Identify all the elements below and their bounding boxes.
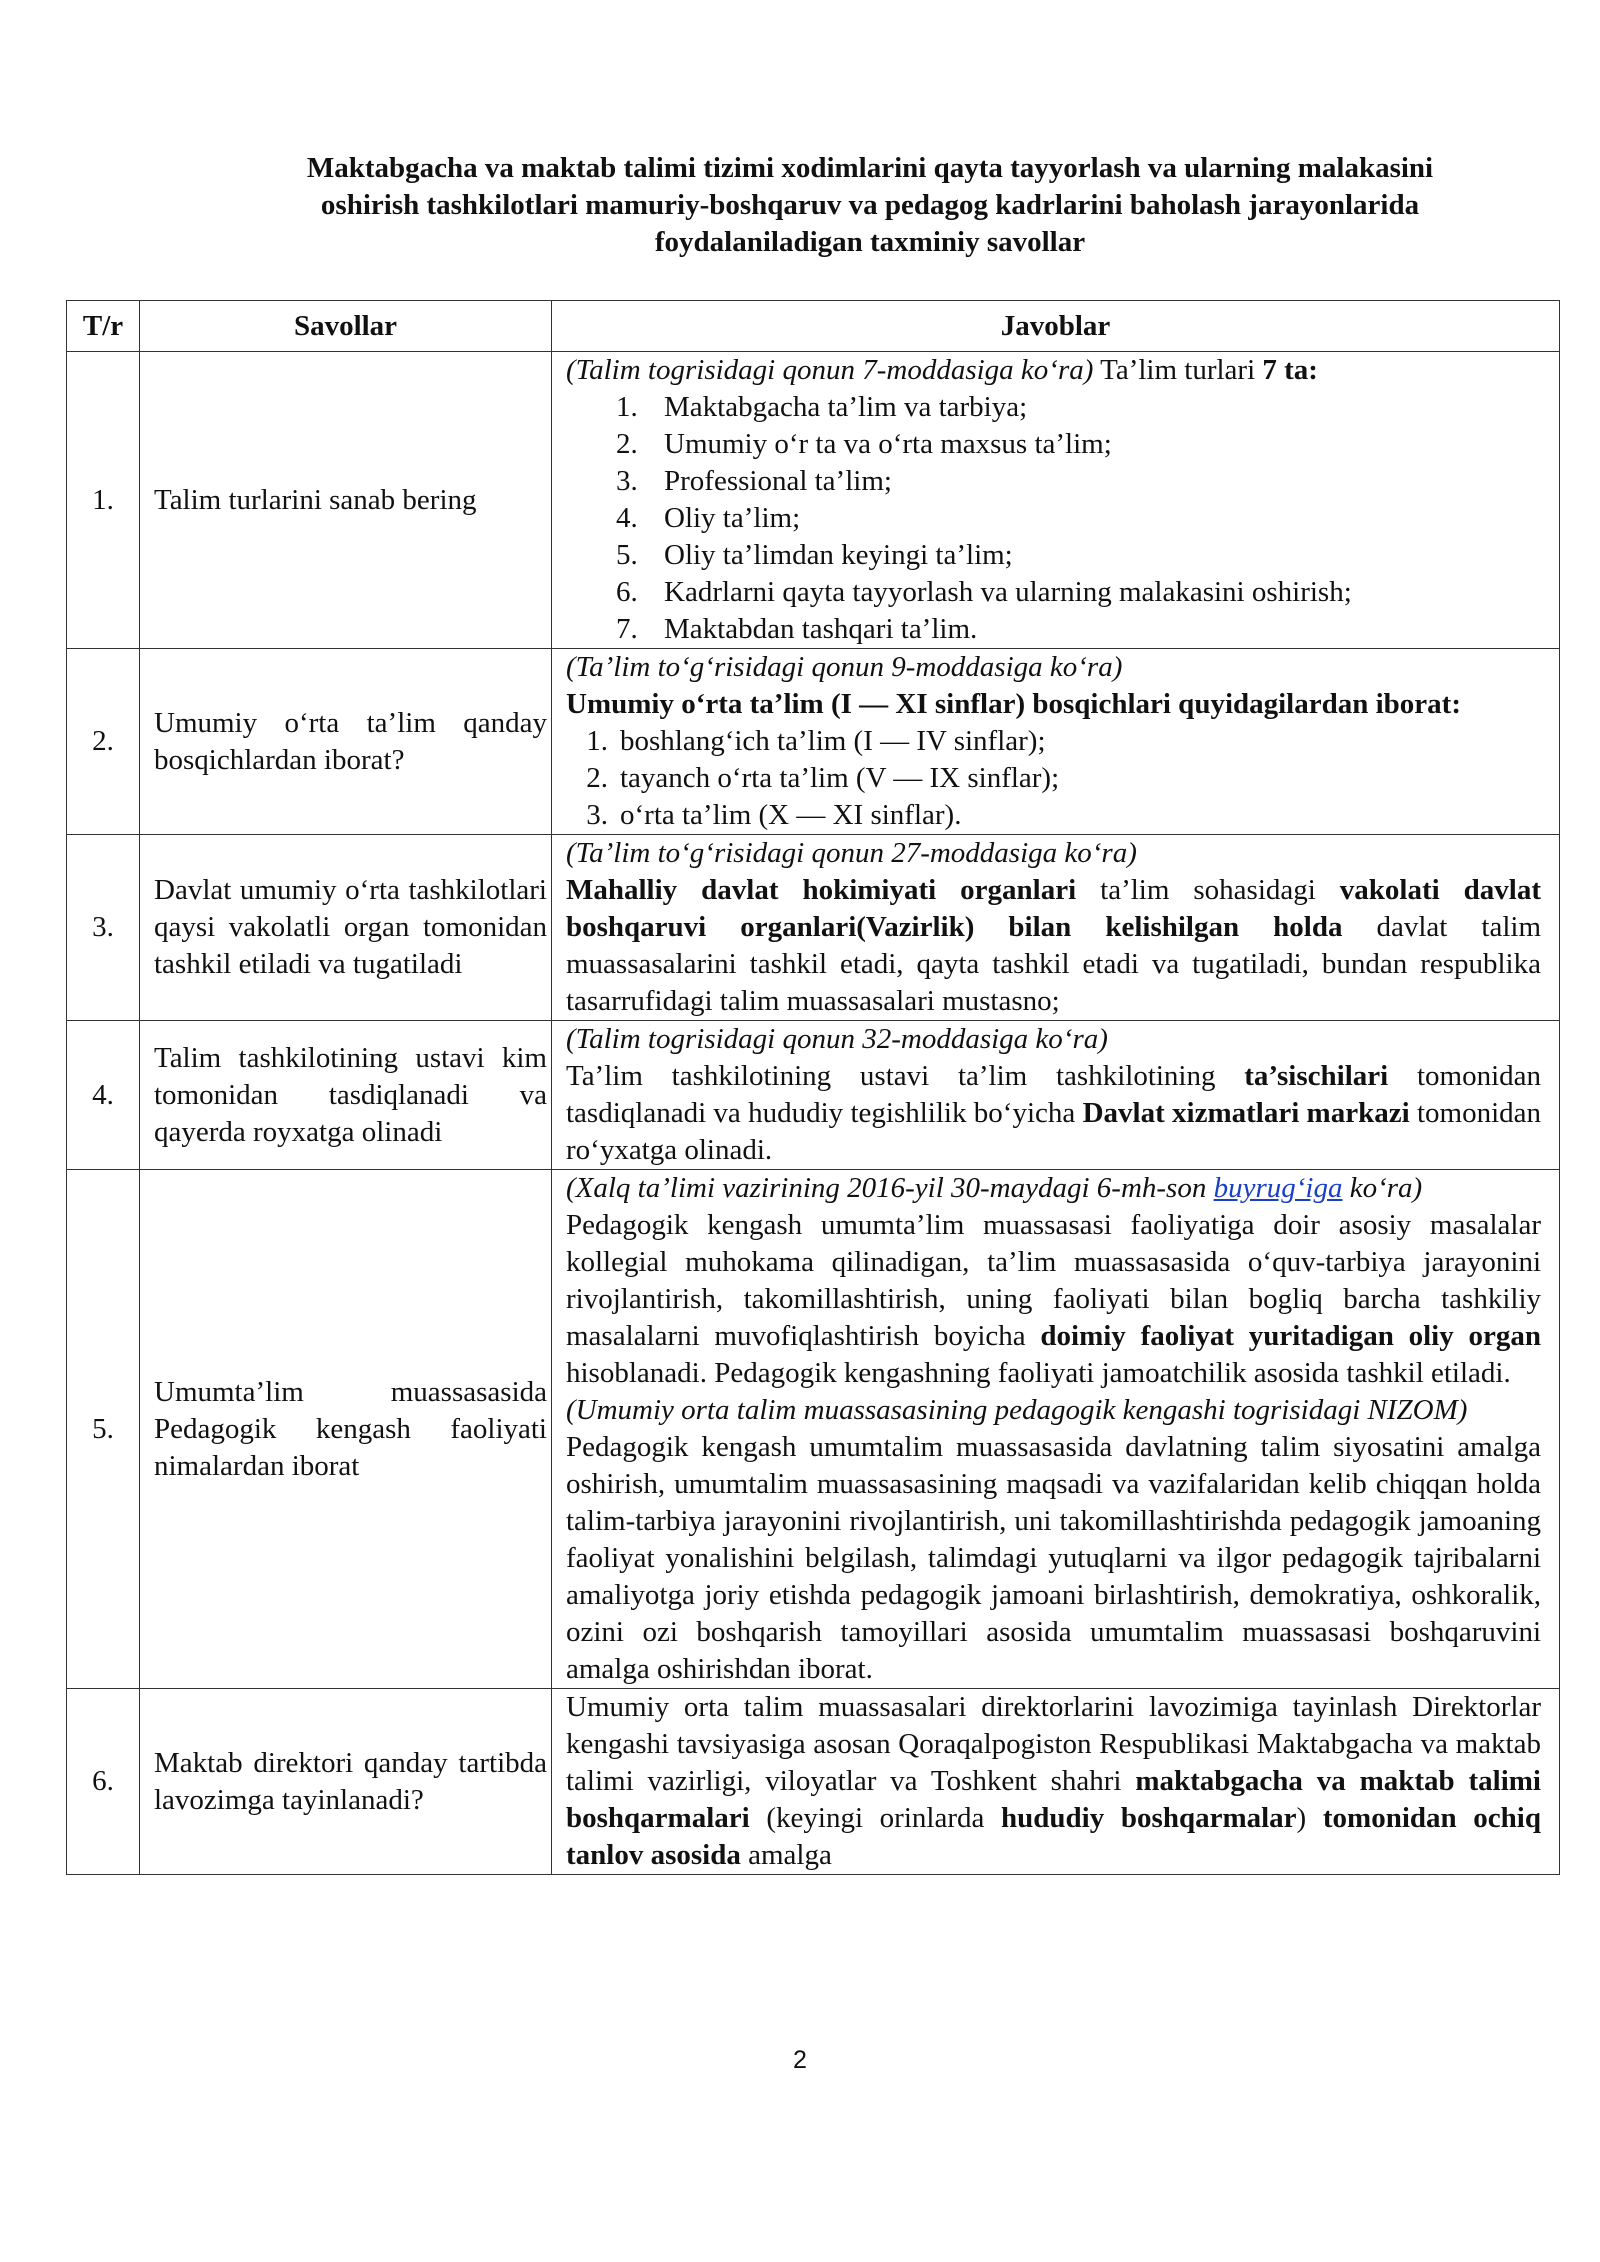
answer-list — [566, 723, 1541, 834]
table-row — [67, 1689, 1560, 1875]
row-number: 1. — [67, 352, 140, 649]
title-line: foydalaniladigan taxminiy savollar — [654, 226, 1086, 258]
list-item: 4. Oliy ta’lim; — [616, 502, 801, 534]
answer-paragraph: Pedagogik kengash umumta’lim muassasasi faoliyatiga doir asosiy masalalar kollegial muhokama qilinadigan, ta’lim muassasasida o‘quv-tarbiya jarayonini rivojlantirish, takomillashtirish, uning faoliyati bilan bogliq barcha tashkiliy masalalarni muvofiqlashtirish boyicha doimiy faoliyat yuritadigan oliy organ hisoblanadi. Pedagogik kengashning faoliyati jamoatchilik asosida tashkil etiladi. — [566, 1209, 1541, 1389]
question-cell: Umumiy o‘rta ta’lim qanday bosqichlardan iborat? — [140, 649, 552, 835]
list-item: 1. Maktabgacha ta’lim va tarbiya; — [616, 391, 1028, 423]
legal-reference: (Ta’lim to‘g‘risidagi qonun 27-moddasiga ko‘ra) — [566, 837, 1137, 869]
answer-cell — [552, 649, 1560, 835]
list-item: 7. Maktabdan tashqari ta’lim. — [616, 613, 978, 645]
document-title — [200, 150, 1540, 261]
header-answers: Javoblar — [552, 301, 1560, 352]
answer-cell — [552, 1689, 1560, 1875]
list-item: 2. Umumiy o‘r ta va o‘rta maxsus ta’lim; — [616, 428, 1112, 460]
answer-intro: Ta’lim turlari — [1093, 354, 1263, 386]
answer-cell — [552, 1021, 1560, 1170]
answer-intro-bold: 7 ta: — [1262, 354, 1318, 386]
list-item: 6. Kadrlarni qayta tayyorlash va ularning malakasini oshirish; — [616, 576, 1352, 608]
row-number: 4. — [67, 1021, 140, 1170]
row-number: 3. — [67, 835, 140, 1021]
table-row — [67, 835, 1560, 1021]
row-number: 6. — [67, 1689, 140, 1875]
row-number: 2. — [67, 649, 140, 835]
question-cell: Davlat umumiy o‘rta tashkilotlari qaysi vakolatli organ tomonidan tashkil etiladi va tugatiladi — [140, 835, 552, 1021]
title-line: Maktabgacha va maktab talimi tizimi xodimlarini qayta tayyorlash va ularning malakasini — [306, 152, 1434, 184]
legal-reference: (Ta’lim to‘g‘risidagi qonun 9-moddasiga ko‘ra) — [566, 651, 1123, 683]
order-link[interactable]: buyrug‘iga — [1213, 1172, 1343, 1204]
question-cell: Talim turlarini sanab bering — [140, 352, 552, 649]
question-cell: Umumta’lim muassasasida Pedagogik kengash faoliyati nimalardan iborat — [140, 1170, 552, 1689]
legal-reference: (Xalq ta’limi vazirining 2016-yil 30-maydagi 6-mh-son buyrug‘iga ko‘ra) — [566, 1172, 1423, 1204]
list-item: 3. o‘rta ta’lim (X — XI sinflar). — [586, 799, 962, 831]
table-row — [67, 1170, 1560, 1689]
answer-list — [566, 389, 1541, 648]
table-header-row — [67, 301, 1560, 352]
question-cell: Maktab direktori qanday tartibda lavozimga tayinlanadi? — [140, 1689, 552, 1875]
table-row — [67, 1021, 1560, 1170]
table-row — [67, 352, 1560, 649]
legal-reference: (Talim togrisidagi qonun 32-moddasiga ko‘ra) — [566, 1023, 1108, 1055]
answer-lead: Umumiy o‘rta ta’lim (I — XI sinflar) bosqichlari quyidagilardan iborat: — [566, 688, 1461, 720]
answer-cell — [552, 835, 1560, 1021]
header-questions: Savollar — [140, 301, 552, 352]
page-number: 2 — [793, 2046, 807, 2074]
row-number: 5. — [67, 1170, 140, 1689]
question-cell: Talim tashkilotining ustavi kim tomonidan tasdiqlanadi va qayerda royxatga olinadi — [140, 1021, 552, 1170]
answer-cell — [552, 1170, 1560, 1689]
list-item: 1. boshlang‘ich ta’lim (I — IV sinflar); — [586, 725, 1046, 757]
header-number: T/r — [67, 301, 140, 352]
answer-paragraph: Umumiy orta talim muassasalari direktorlarini lavozimiga tayinlash Direktorlar kengashi tavsiyasiga asosan Qoraqalpogiston Respublikasi Maktabgacha va maktab talimi vazirligi, viloyatlar va Toshkent shahri maktabgacha va maktab talimi boshqarmalari (keyingi orinlarda hududiy boshqarmalar) tomonidan ochiq tanlov asosida amalga — [566, 1691, 1541, 1871]
answer-cell — [552, 352, 1560, 649]
list-item: 3. Professional ta’lim; — [616, 465, 892, 497]
table-row — [67, 649, 1560, 835]
answer-paragraph: Ta’lim tashkilotining ustavi ta’lim tashkilotining ta’sischilari tomonidan tasdiqlanadi va hududiy tegishlilik bo‘yicha Davlat xizmatlari markazi tomonidan ro‘yxatga olinadi. — [566, 1060, 1542, 1166]
title-line: oshirish tashkilotlari mamuriy-boshqaruv va pedagog kadrlarini baholash jarayonlarida — [320, 189, 1420, 221]
list-item: 5. Oliy ta’limdan keyingi ta’lim; — [616, 539, 1013, 571]
legal-reference: (Talim togrisidagi qonun 7-moddasiga ko‘ra) — [566, 354, 1094, 386]
answer-paragraph: Mahalliy davlat hokimiyati organlari ta’lim sohasidagi vakolati davlat boshqaruvi organlari(Vazirlik) bilan kelishilgan holda davlat talim muassasalarini tashkil etadi, qayta tashkil etadi va tugatiladi, bundan respublika tasarrufidagi talim muassasalari mustasno; — [566, 874, 1541, 1017]
answer-paragraph: Pedagogik kengash umumtalim muassasasida davlatning talim siyosatini amalga oshirish, umumtalim muassasasining maqsadi va vazifalaridan kelib chiqqan holda talim-tarbiya jarayonini rivojlantirish, uni takomillashtirishda pedagogik jamoaning faoliyat yonalishini belgilash, talimdagi yutuqlarni va ilgor pedagogik tajribalarni amaliyotga joriy etishda pedagogik jamoani birlashtirish, demokratiya, oshkoralik, ozini ozi boshqarish tamoyillari asosida umumtalim muassasasi boshqaruvini amalga oshirishdan iborat. — [566, 1431, 1541, 1685]
questions-table — [66, 300, 1560, 1875]
list-item: 2. tayanch o‘rta ta’lim (V — IX sinflar); — [586, 762, 1060, 794]
legal-reference: (Umumiy orta talim muassasasining pedagogik kengashi togrisidagi NIZOM) — [566, 1394, 1468, 1426]
